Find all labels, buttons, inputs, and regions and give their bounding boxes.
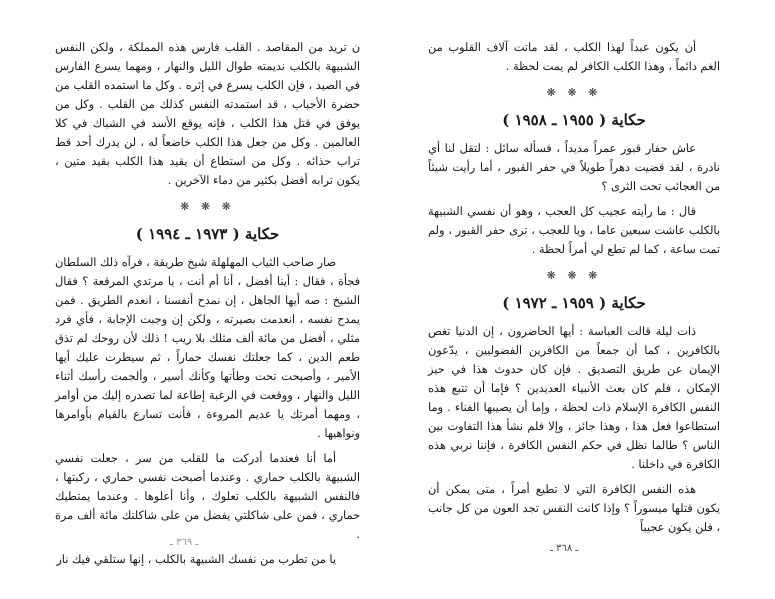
section-separator: ❋ ❋ ❋ [546, 269, 602, 282]
story-paragraph: صار صاحب الثياب المهلهلة شيخ طريقة ، فرآه ذلك السلطان فجأة ، فقال : أينا أفضل ، أنا أم أنت ، يا مرتدي المرقعة ؟ فقال الشيخ : صه أيها الجاهل ، إن نمدح أنفسنا ، انعدم الطريق . فمن يمدح نفسه ، انعدمت بصيرته ، ولكن إن وجبت الإجابة ، فأي فرد مثلي ، أفضل من مائة ألف مثلك بلا ريب ! ذلك لأن روحك لم تذق طعم الدين ، كما جعلتك نفسك حماراً ، ثم سيطرت عليك أيها الأمير ، وأصبحت تحت وطأتها وكأنك أسير ، وألجمت رأسك أثناء الليل والنهار ، ووقعت في الرغبة إطاعة لما تصدره إليك من أوامر ، ومهما أمرتك يا عديم المروءة ، فأنت تسارع بالقيام بأوامرها ونواهيها . [55, 256, 360, 440]
section-separator: ❋ ❋ ❋ [180, 200, 235, 213]
story-paragraph: ذات ليلة قالت العباسة : أيها الحاضرون ، إن الدنيا تغص بالكافرين ، كما أن جمعاً من الكافرين الفضوليين ، يدّعون الإيمان عن طريق التصديق . فإن كان حدوث هذا في حيز الإمكان ، فلم كان بعث الأنبياء العديدين ؟ فإما أن تتبع هذه النفس الكافرة الإسلام ذات لحظة ، وإما أن يصيبها الفناء . وما استطاعوا فعل هذا ، وهذا جائز ، وإلا فلم نشأ هذا التفاوت بين الناس ؟ طالما نظل في حكم النفس الكافرة ، فإننا نربي هذه الكافرة في داخلنا . [428, 325, 720, 471]
page-number: ـ ٣٦٩ ـ [170, 537, 199, 548]
continued-paragraph: ن تريد من المقاصد . القلب فارس هذه المملكة ، ولكن النفس الشبيهة بالكلب نديمته طوال الليل والنهار ، ومهما يسرع الفارس في الصيد ، فإن الكلب يسرع في إثره . وكل ما استمده القلب من حضرة الأحباب ، قد استمدته النفس كذلك من القلب . وكل من يوفق في قتل هذا الكلب ، فإنه يوقع الأسد في الشباك في كلا العالمين . وكل من جعل هذا الكلب خاضعاً له ، لن يدرك أحد قط تراب حذائه . وكل من استطاع أن يقيد هذا الكلب بقيد متين ، يكون ترابه أفضل بكثير من دماء الآخرين . [55, 41, 360, 187]
story-paragraph: قال : ما رأيته عجيب كل العجب ، وهو أن نفسي الشبيهة بالكلب عاشت سبعين عاما ، ويا للعجب ، ترى حفر القبور ، ولم تمت ساعة ، كما لم تطع لي أمراً لحظة . [428, 205, 720, 256]
right-page [428, 38, 720, 599]
story-heading: حكاية ( ١٩٥٥ ـ ١٩٥٨ ) [502, 111, 646, 129]
left-page [55, 38, 360, 599]
story-paragraph: هذه النفس الكافرة التي لا تطيع أمراً ، متى يمكن أن يكون قتلها ميسوراً ؟ وإذا كانت النفس تجد العون من كل جانب ، فلن يكون عجيباً [428, 483, 720, 534]
story-paragraph: يا من تطرب من نفسك الشبيهة بالكلب ، إنها ستلقي فيك نار [56, 553, 336, 566]
story-paragraph: أما أنا فعندما أدركت ما للقلب من سر ، جعلت نفسي الشبيهة بالكلب حماري . وعندما أصبحت نفسي حماري ، ركبتها ، فالنفس الشبيهة بالكلب تعلوك ، وأنا أعلوها . وعندما يمتطيك حماري ، فمن على شاكلتي يفضل من على شاكلتك مائة ألف مرة . [55, 452, 360, 541]
continued-paragraph: أن يكون عبداً لهذا الكلب ، لقد ماتت آلاف القلوب من الغم دائماً ، وهذا الكلب الكافر لم يمت لحظة . [428, 41, 720, 73]
story-heading: حكاية ( ١٩٧٣ ـ ١٩٩٤ ) [135, 225, 280, 243]
story-paragraph: عاش حفار قبور عمراً مديداً ، فسأله سائل : لتقل لنا أي نادرة ، لقد قضيت دهراً طويلاً في حفر القبور ، أما رأيت شيئاً من العجائب تحت الثرى ؟ [428, 142, 720, 193]
story-heading: حكاية ( ١٩٥٩ ـ ١٩٧٢ ) [502, 294, 646, 312]
page-number: ـ ٣٦٨ ـ [550, 543, 579, 554]
section-separator: ❋ ❋ ❋ [546, 86, 602, 99]
